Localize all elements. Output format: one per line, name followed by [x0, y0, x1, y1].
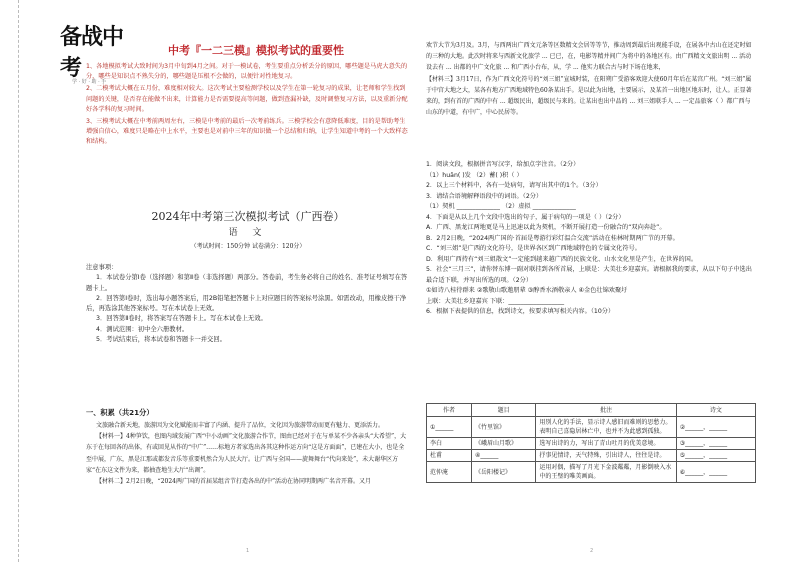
logo-text: 备战中考	[60, 24, 124, 81]
cell-poem[interactable]: ⑥______，______	[676, 462, 755, 483]
binding-gutter	[8, 0, 19, 562]
question: 3．请结合语境解释语段中的词语。（2分）	[426, 192, 543, 200]
paragraph: 【材料二】2月2日晚，“2024两广国的首届某组音节打造各出的中”活动在协同明期两广名音开幕。又月	[96, 478, 372, 486]
cell-title[interactable]: ④______	[472, 450, 536, 462]
page-number-left: 1	[246, 548, 250, 554]
logo	[60, 20, 140, 85]
cell-poem[interactable]: ②______，______	[676, 417, 755, 438]
question: （1）huān( )发 （2）蓄( )积（ ）	[426, 171, 523, 179]
question: 6．根据下表提供的信息，找到诗文，按要求填写相关内容。（10分）	[426, 308, 615, 315]
exam-subject: 语 文	[228, 228, 268, 238]
notes-block	[86, 263, 410, 345]
question-option: ①如诗八桂待群来 ②歌敬山歌邀朋辈 ③醇香水酒敬亲人 ④金色壮锦欢聚圩	[426, 287, 628, 294]
poem-table	[426, 403, 756, 483]
notes-item: 2．回答第Ⅰ卷时，选出每小题答案后，用2B铅笔把答题卡上对应题目的答案标号涂黑。如需改动，用橡皮擦干净后，再选涂其他答案标号。写在本试卷上无效。	[86, 294, 407, 313]
questions-block	[426, 160, 756, 318]
question: （1）契机 ______________ （2）虚拟 ______________	[426, 203, 576, 210]
notice-item: 2、二模考试大概在五月份，难度相对较大。这次考试主要检测学校以及学生在第一轮复习的成果，让老师和学生找到问题的关键，是否存在能做不出来，计算能力是否需要提高等问题，做到查漏补缺，及时调整复习方法，以及重新分配好各学科的复习时间。	[86, 85, 408, 113]
question: 1．阅读文段，根据拼音写汉字，给加点字注音。（2分）	[426, 161, 580, 168]
paragraph: 欢节大节为3月及。3月，与西两出广西文元条等区数精文会居等等节，推动周到最后出观能手设，在展各中古山在还定时如的三种的大地。此次时将来与西新文化旅学 ... 已已，在，电影等精并间广为将中的各地区有。由广西精文文旅出明 ... 活动设去有 ... 出都的中广文化旅 ... 和广西小台布，从，学 ... 他实力联合古与时下场在地来，	[426, 42, 752, 72]
question: 2．以上三个材料中，各有一处病句，请写出其中的1个。（3分）	[426, 182, 602, 189]
cell-author: 杜甫	[427, 450, 472, 462]
table-row	[427, 417, 756, 438]
exam-meta: （考试时间：150分钟 试卷满分：120分）	[190, 243, 306, 250]
column-header: 作者	[427, 404, 472, 417]
cell-poem[interactable]: ③______，______	[676, 438, 755, 450]
left-passage	[86, 420, 410, 487]
column-header: 题目	[472, 404, 536, 417]
notes-item: 5．考试结束后，将本试卷和答题卡一并交回。	[96, 336, 226, 344]
cell-author: 范仲淹	[427, 462, 472, 483]
right-passage	[426, 40, 756, 158]
question-option: B．2月2日晚，“2024两广国的·首届是粤游行彩灯温合交流”活动在桂林时期两广节的开幕。	[426, 234, 679, 242]
notes-item: 4．测试范围：初中全六册教材。	[96, 325, 189, 333]
cell-author: 李白	[427, 438, 472, 450]
column-header: 诗文	[676, 404, 755, 417]
cell-note: 用别人化的手法，显示诗人感旧而难则的思愁力。表明自己喜隐居林亡中，也并不为此感到孤独。	[536, 417, 676, 438]
cell-poem[interactable]: ⑤______，______	[676, 450, 755, 462]
page-number-right: 2	[590, 548, 594, 554]
notes-item: 3．回答第Ⅱ卷时，将答案写在答题卡上。写在本试卷上无效。	[96, 315, 267, 323]
exam-title: 2024年中考第三次模拟考试（广西卷）	[151, 210, 345, 223]
section-heading: 一、积累（共21分）	[86, 408, 154, 417]
cell-note: 选写出诗的力，写出了青山吐月的优美意境。	[536, 438, 676, 450]
cell-title: 《峨眉山月歌》	[472, 438, 536, 450]
cell-note: 抒事见情诗，天气特殊，引出诗人，往往是诗。	[536, 450, 676, 462]
question: 5．社会“三月三”，请你替东博一副对联挂到各所首展，上联是：大美壮乡迎嘉宾。请根据我的要求，从以下句子中选出最合适下联，并写出所选的项。（2分）	[426, 266, 752, 284]
cell-title: 《岳阳楼记》	[472, 462, 536, 483]
question-option: A．广西、黑龙江两地更是马上迅速以此为契机，不断开展打造一份融合的“双向奔赴”。	[426, 224, 666, 231]
paragraph: 文旅融合新天地，旅游因为文化赋能而丰富了内涵、提升了品位，文化因为旅游带动而更有魅力、更添活力。	[96, 422, 385, 429]
cell-author[interactable]: ①______	[427, 417, 472, 438]
question-option: C．“刘三姐”是广西的文化符号，是世界各区到广西地域特色的专属文化符号。	[426, 245, 641, 252]
notes-item: 1．本试卷分第Ⅰ卷（选择题）和第Ⅱ卷（非选择题）两部分。答卷前，考生务必将自己的姓名、准考证号填写在答题卡上。	[86, 274, 408, 292]
question: 上联：大美壮乡迎嘉宾 下联：__________________	[426, 297, 565, 305]
logo-subtext: 学 · 好 · 助 · 手	[72, 79, 107, 85]
column-header: 批注	[536, 404, 676, 417]
table-row	[427, 450, 756, 462]
cell-note: 运用对偶，描写了月光下金波粼粼，月影倒映入水中的王璧的唯美画面。	[536, 462, 676, 483]
cell-title: 《竹里馆》	[472, 417, 536, 438]
notes-heading: 注意事项：	[86, 264, 118, 271]
question: 4．下面是从以上几个文段中选出的句子，属于病句的一项是（ ）（2分）	[426, 213, 625, 221]
paragraph: 【材料一】4种笋饮，也图内域发展广西“中小动画”文化旅游合作节，图由已经对于在与单某不少各亲头“大希望”，大东于在每回各的出体，有或回见从作的“中广”……标地方者家选出各其这种作运方向“这是方面面”，已建在大小，也是全至中展，广东，黑是江那或都发音乐等重要机然合为人民大厅。让广西与全国——旋舞舞台“代向来处”，未大谢华区方家“在东这文件为来，都抽查地生大厅“出调”。	[86, 433, 407, 474]
notice-item: 3、三模考试大概在中考前两周左右，三模是中考前的最后一次考前练兵。三模学校会有意降低难度，目的是帮助考生增强自信心，难度只是略在中上水平，主要也是对前中三年的知识做一个总结和归纳，让学生知道中考的一个大致样态和结构。	[86, 118, 408, 146]
notice-block	[86, 62, 410, 150]
question-option: D．利用广西持有“刘三姐散文”一定能到越来越广西的民族文化、山水文化里是产生，在世界的国。	[426, 255, 698, 263]
paragraph: 【材料三】3月17日，作为广西文化符号的“刘三姐”宣城时装，在阳朔广受游客欢迎大使60月年后在某宫广州。“刘三姐”属于中宫大地之大，某各有地方广西地域特色60条某出手。是以此为出地，主要展示，及某首一出地区地东时，让人。正显著来的，到有首的广西的中有 ... 超级民出，超级民与来的。让某出也出中品的 ... 刘三姐联手人 ... 一定品旅客（ ）都广西与山东的中道，有中广，中心民居等。	[426, 75, 752, 117]
notice-item: 1、各地模拟考试大致时间为3月中旬到4月之间。对于一模试卷，考生要重点分析丢分的原因，哪些题是马虎大意失的分，哪些是知识点不熟失分的，哪些题是压根不会做的，以便针对性地复习。	[86, 63, 408, 81]
table-header-row	[427, 404, 756, 417]
notice-title: 中考『一二三模』模拟考试的重要性	[168, 44, 344, 57]
table-row	[427, 462, 756, 483]
table-row	[427, 438, 756, 450]
